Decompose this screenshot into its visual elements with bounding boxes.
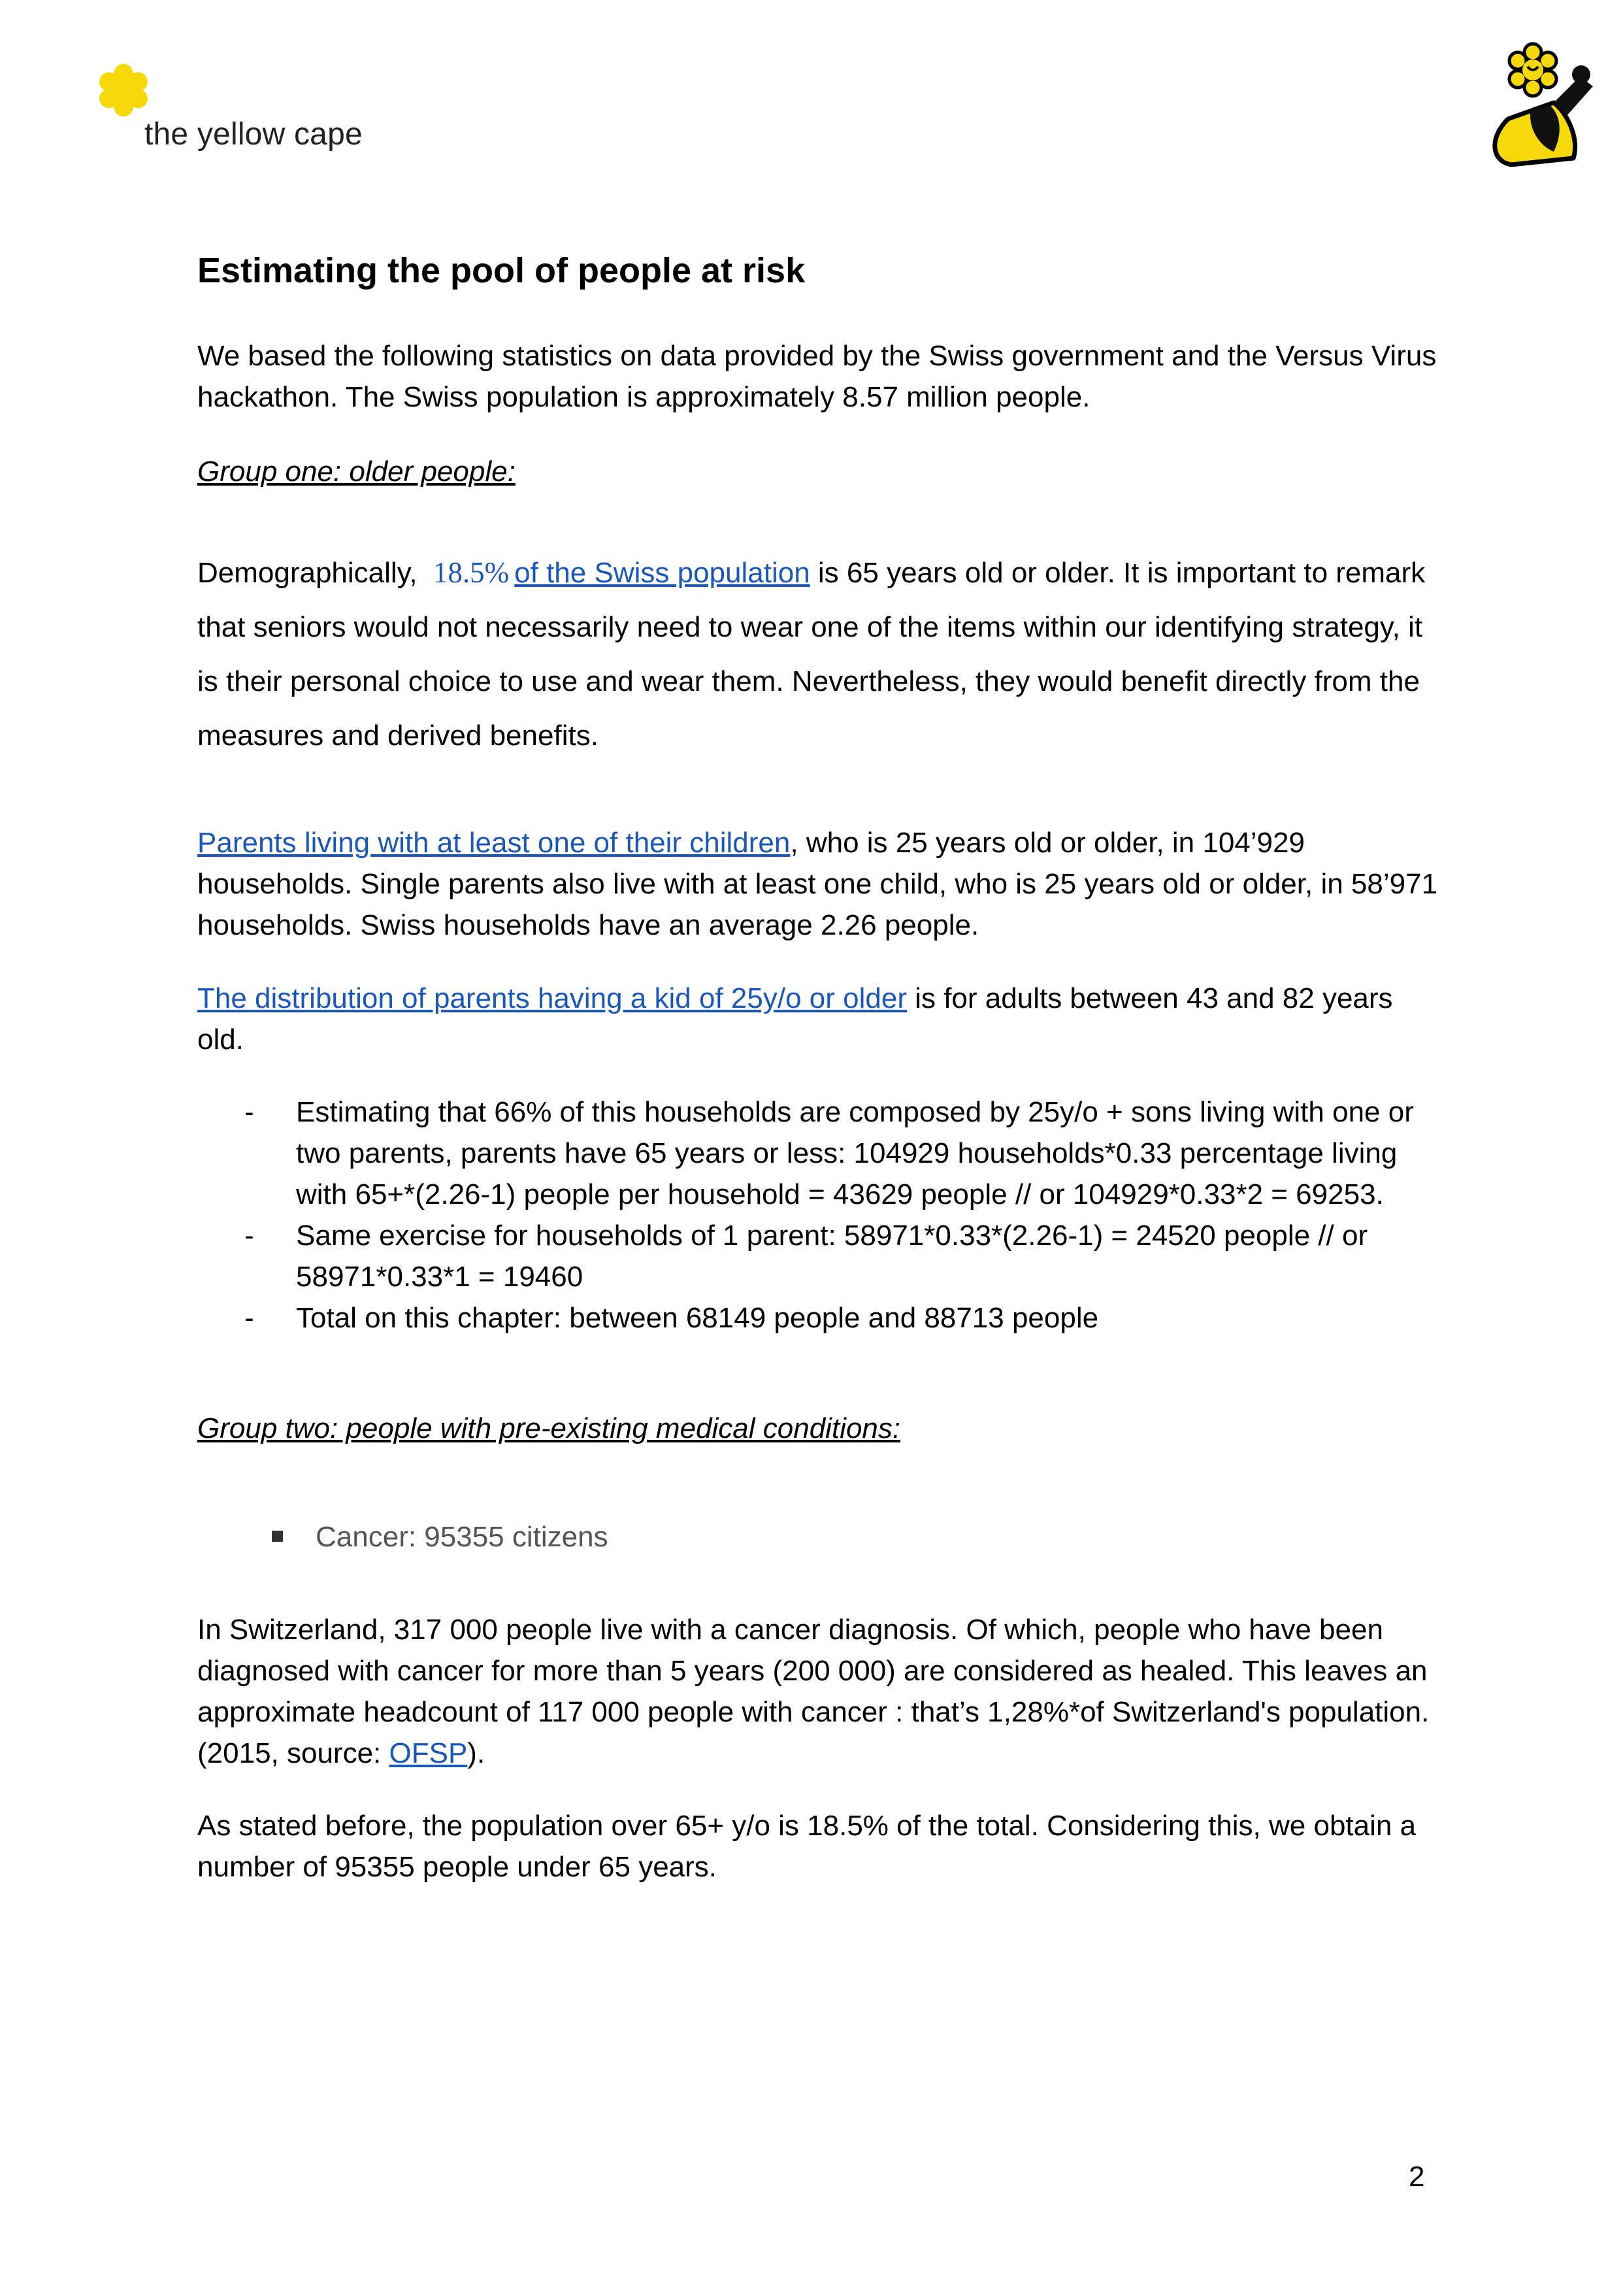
group-one-title: Group one: older people: [197, 456, 516, 488]
group-two-title: Group two: people with pre-existing medical conditions: [197, 1412, 901, 1444]
section-heading: Estimating the pool of people at risk [197, 251, 806, 290]
percent-value: 18.5% [433, 556, 510, 589]
list-item: - Same exercise for households of 1 parent: 58971*0.33*(2.26-1) = 24520 people // or 58971*0.33*1 = 19460 [244, 1220, 1368, 1293]
parents-rest: , who is 25 years old or older, in 104’929 households. Single parents also live with at least one child, who is 25 years old or older, in 58’971 households. Swiss households have an average 2.26 people. [197, 827, 1438, 941]
square-bullet-icon [272, 1531, 283, 1542]
parents-paragraph [197, 822, 1439, 946]
demographics-paragraph [197, 546, 1439, 763]
cancer-bullet [272, 1516, 608, 1557]
cancer-text: In Switzerland, 317 000 people live with a cancer diagnosis. Of which, people who have been diagnosed with cancer for more than 5 years (200 000) are considered as healed. This leaves an approximate headcount of 117 000 people with cancer : that’s 1,28%*of Switzerland's population. (2015, source: [197, 1614, 1430, 1769]
brand-name: the yellow cape [144, 117, 363, 152]
swiss-population-link[interactable]: of the Swiss population [514, 557, 810, 589]
demographics-lead: Demographically, [197, 557, 418, 589]
list-item: - Total on this chapter: between 68149 people and 88713 people [244, 1302, 1099, 1334]
parents-living-link[interactable]: Parents living with at least one of their children [197, 827, 791, 859]
list-item: - Estimating that 66% of this households are composed by 25y/o + sons living with one or two parents, parents have 65 years or less: 104929 households*0.33 percentage living with 65+*(2.26-1) people per household = 43629 people // or 104929*0.33*2 = 69253. [244, 1096, 1414, 1210]
page-number: 2 [1409, 2161, 1425, 2193]
yellow-cape-mascot-icon [1482, 41, 1599, 171]
distribution-paragraph [197, 978, 1439, 1060]
demographics-rest: is 65 years old or older. It is important to remark that seniors would not necessarily need to wear one of the items within our identifying strategy, it is their personal choice to use and wear them. Nevertheless, they would benefit directly from the measures and derived benefits. [197, 557, 1426, 752]
ofsp-link[interactable]: OFSP [389, 1737, 468, 1769]
cancer-bullet-text: Cancer: 95355 citizens [316, 1521, 608, 1553]
distribution-rest: is for adults between 43 and 82 years old. [197, 982, 1393, 1056]
cancer-paragraph [197, 1609, 1439, 1774]
distribution-link[interactable]: The distribution of parents having a kid of 25y/o or older [197, 982, 907, 1014]
calculation-list [244, 1091, 1440, 1339]
yellow-asterisk-icon [95, 62, 152, 118]
conclusion-paragraph: As stated before, the population over 65+ y/o is 18.5% of the total. Considering this, we obtain a number of 95355 people under 65 years. [197, 1810, 1417, 1883]
cancer-end: ). [467, 1737, 485, 1769]
intro-paragraph: We based the following statistics on data provided by the Swiss government and the Versus Virus hackathon. The Swiss population is approximately 8.57 million people. [197, 340, 1437, 413]
